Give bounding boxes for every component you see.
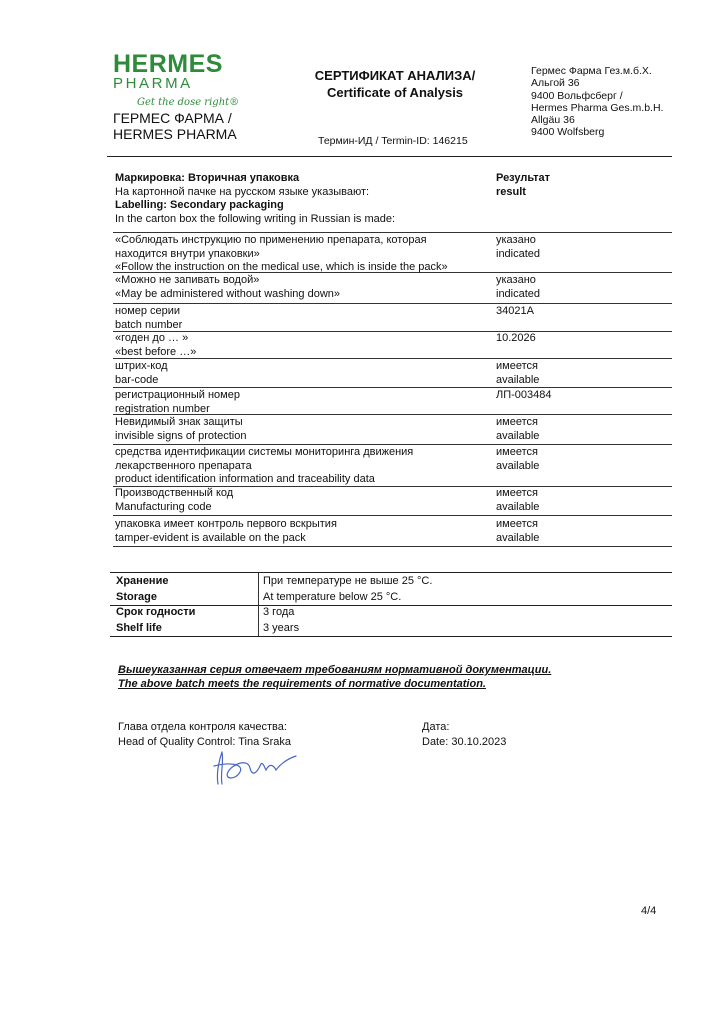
date-label-ru: Дата: [422,721,450,733]
row-text: средства идентификации системы мониторинга движения [115,446,414,458]
table-row-best-before [115,332,196,359]
shelf-value-en: 3 years [263,621,300,634]
shelf-value-ru: 3 года [263,606,295,618]
row-text: product identification information and traceability data [115,473,375,485]
row-text: Производственный код [115,487,234,499]
row-text: «May be administered without washing down» [115,287,341,300]
best-before-value: 10.2026 [496,332,536,344]
row-result [496,487,539,514]
row-text: «годен до … » [115,332,189,344]
address-line: Hermes Pharma Ges.m.b.H. [531,101,664,114]
row-text: «Follow the instruction on the medical use, which is inside the pack» [115,261,448,273]
row-text: bar-code [115,373,159,386]
company-address [531,65,663,139]
row-result [496,518,539,545]
result-ru: имеется [496,360,538,372]
registration-number-value: ЛП-003484 [496,389,552,401]
date-value: Date: 30.10.2023 [422,736,507,748]
storage-label-en: Storage [116,590,157,603]
storage-top-rule [110,572,672,573]
table-row-invisible-signs [115,416,246,443]
row-text: invisible signs of protection [115,429,247,442]
labelling-title-ru: Маркировка: Вторичная упаковка [115,172,300,184]
result-ru: имеется [496,416,538,428]
row-result [496,305,534,319]
address-line: 9400 Вольфсберг / [531,89,623,102]
table-row-manufacturing-code [115,487,233,514]
storage-bottom-rule [110,636,672,637]
storage-label [116,574,168,605]
shelf-life-value [263,605,299,636]
company-name [113,110,237,142]
shelf-label-ru: Срок годности [116,606,196,618]
logo-tagline: Get the dose right® [137,97,240,108]
result-header-en: result [496,185,526,198]
result-en: indicated [496,247,541,260]
result-en: available [496,500,540,513]
qc-head-title-ru: Глава отдела контроля качества: [118,721,287,733]
storage-value-ru: При температуре не выше 25 °C. [263,575,433,587]
row-text: «Можно не запивать водой» [115,274,260,286]
row-text: batch number [115,318,183,331]
row-text: находится внутри упаковки» [115,247,260,260]
result-ru: указано [496,274,536,286]
company-name-ru: ГЕРМЕС ФАРМА / [113,110,232,126]
storage-column-divider [258,573,259,636]
labelling-header [115,172,395,226]
table-row-barcode [115,360,168,387]
result-en: indicated [496,287,541,300]
conformity-statement-ru: Вышеуказанная серия отвечает требованиям нормативной документации. [118,664,552,676]
row-result [496,446,539,473]
handwritten-signature [210,744,300,790]
termin-id: Термин-ИД / Termin-ID: 146215 [318,135,468,147]
table-row-traceability [115,446,413,487]
address-line: 9400 Wolfsberg [531,126,605,139]
address-line: Альгой 36 [531,77,580,90]
certificate-title-en: Certificate of Analysis [326,85,464,100]
logo-wordmark: HERMES [113,50,223,78]
row-result [496,234,540,261]
result-header [496,172,550,199]
result-ru: имеется [496,518,538,530]
page-number: 4/4 [641,905,657,917]
row-text: штрих-код [115,360,168,372]
shelf-label-en: Shelf life [116,621,162,634]
labelling-note-en: In the carton box the following writing in Russian is made: [115,212,396,225]
address-line: Гермес Фарма Гез.м.б.Х. [531,65,652,77]
row-text: tamper-evident is available on the pack [115,531,306,544]
result-ru: указано [496,234,536,246]
row-result [496,416,539,443]
table-row-registration [115,389,240,416]
row-result [496,389,552,403]
labelling-title-en: Labelling: Secondary packaging [115,199,284,211]
row-text: упаковка имеет контроль первого вскрытия [115,518,337,530]
certificate-title-ru: СЕРТИФИКАТ АНАЛИЗА/ [314,68,476,83]
row-result [496,332,536,346]
row-text: «Соблюдать инструкцию по применению препарата, которая [115,234,427,246]
company-name-en: HERMES PHARMA [113,126,237,142]
batch-number-value: 34021A [496,305,534,317]
row-text: Невидимый знак защиты [115,416,243,428]
row-divider [113,331,672,332]
row-divider [113,387,672,388]
result-en: available [496,459,540,472]
qc-head-title-en: Head of Quality Control: Tina Sraka [118,736,292,748]
row-text: лекарственного препарата [115,459,252,472]
table-row-tamper-evident [115,518,337,545]
row-divider [113,444,672,445]
conformity-statement-en: The above batch meets the requirements of normative documentation. [118,678,486,690]
row-result [496,360,539,387]
header-divider [107,156,672,157]
row-result [496,274,540,301]
storage-value-en: At temperature below 25 °C. [263,590,402,603]
logo-subtitle: PHARMA [113,75,193,92]
result-ru: имеется [496,446,538,458]
row-text: registration number [115,402,210,415]
row-divider [113,358,672,359]
date-block [422,720,506,750]
result-en: available [496,429,540,442]
row-text: «best before …» [115,345,197,358]
table-row-instruction [115,234,448,275]
row-divider [113,515,672,516]
row-text: Manufacturing code [115,500,212,513]
row-divider [113,232,672,233]
row-text: номер серии [115,305,181,317]
result-header-ru: Результат [496,172,551,184]
row-text: регистрационный номер [115,389,240,401]
result-ru: имеется [496,487,538,499]
table-row-water [115,274,340,301]
table-row-batch [115,305,182,332]
row-divider [113,546,672,547]
address-line: Allgäu 36 [531,114,575,127]
labelling-note-ru: На картонной пачке на русском языке указывают: [115,185,370,198]
shelf-life-label [116,605,195,636]
storage-label-ru: Хранение [116,575,169,587]
storage-value [263,574,432,605]
row-divider [113,303,672,304]
result-en: available [496,531,540,544]
result-en: available [496,373,540,386]
